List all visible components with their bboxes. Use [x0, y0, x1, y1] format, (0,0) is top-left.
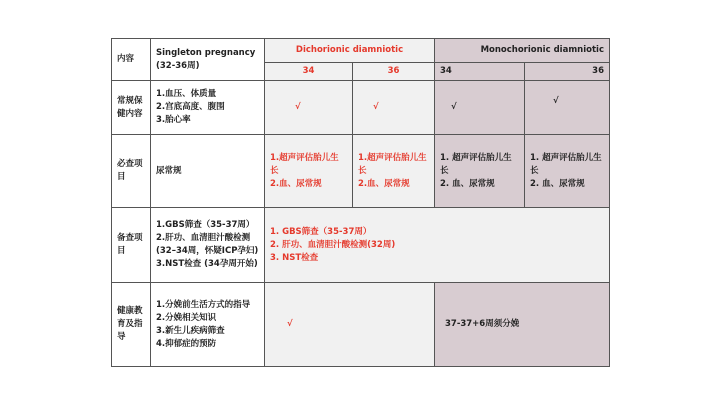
line: 2.血、尿常规 — [270, 178, 322, 189]
delivery-note: 37-37+6周须分娩 — [435, 283, 610, 367]
line: 4.抑郁症的预防 — [156, 338, 217, 349]
required-cell — [435, 135, 525, 208]
required-cell — [265, 135, 353, 208]
line: 2. 血、尿常规 — [530, 178, 585, 189]
twins-optional-cell — [265, 208, 610, 283]
header-dichorionic: Dichorionic diamniotic — [265, 39, 435, 63]
line: 1.超声评估胎儿生长 — [270, 152, 339, 176]
singleton-cell — [151, 283, 265, 367]
singleton-title: Singleton pregnancy — [156, 47, 256, 58]
singleton-weeks: (32-36周) — [156, 60, 200, 71]
required-cell — [353, 135, 435, 208]
line: 1. GBS筛查（35-37周） — [270, 226, 372, 237]
pregnancy-care-table — [111, 38, 610, 367]
line: 3.胎心率 — [156, 115, 191, 125]
line: 2.肝功、血清胆汁酸检测(32–34周，怀疑ICP孕妇) — [156, 233, 259, 256]
check-mark: √ — [265, 81, 353, 135]
line: 2.分娩相关知识 — [156, 312, 217, 323]
line: 1.GBS筛查（35-37周） — [156, 220, 255, 230]
line: 2. 肝功、血清胆汁酸检测(32周) — [270, 239, 396, 250]
line: 2.宫底高度、腹围 — [156, 102, 225, 112]
singleton-cell: 尿常规 — [151, 135, 265, 208]
check-mark: √ — [525, 81, 610, 135]
line: 3. NST检查 — [270, 252, 319, 263]
line: 1. 超声评估胎儿生长 — [530, 152, 602, 176]
row-label: 常规保健内容 — [112, 81, 151, 135]
line: 2.血、尿常规 — [358, 178, 410, 189]
row-label: 备查项目 — [112, 208, 151, 283]
line: 1.血压、体质量 — [156, 89, 217, 99]
line: 2. 血、尿常规 — [440, 178, 495, 189]
row-label: 健康教育及指导 — [112, 283, 151, 367]
required-cell — [525, 135, 610, 208]
check-mark: √ — [435, 81, 525, 135]
line: 3.新生儿疾病筛查 — [156, 325, 225, 336]
line: 1. 超声评估胎儿生长 — [440, 152, 512, 176]
line: 1.分娩前生活方式的指导 — [156, 299, 251, 310]
check-mark: √ — [265, 283, 435, 367]
header-content: 内容 — [112, 39, 151, 81]
line: 3.NST检查 (34孕周开始) — [156, 259, 258, 269]
singleton-cell — [151, 81, 265, 135]
header-singleton — [151, 39, 265, 81]
check-mark: √ — [353, 81, 435, 135]
header-monochorionic: Monochorionic diamniotic — [435, 39, 610, 63]
week-34-dich: 34 — [265, 63, 353, 81]
line: 1.超声评估胎儿生长 — [358, 152, 427, 176]
week-36-mono: 36 — [525, 63, 610, 81]
week-36-dich: 36 — [353, 63, 435, 81]
singleton-cell — [151, 208, 265, 283]
row-label: 必查项目 — [112, 135, 151, 208]
week-34-mono: 34 — [435, 63, 525, 81]
